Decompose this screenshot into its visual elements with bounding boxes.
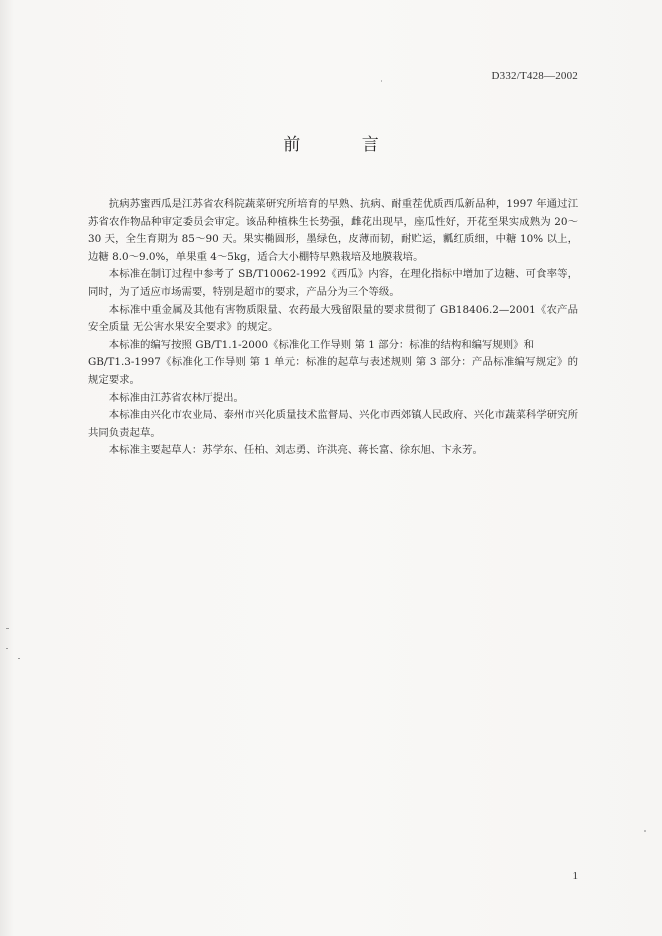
scan-speck (6, 648, 8, 649)
page-title: 前 言 (283, 135, 407, 155)
paragraph-proposer: 本标准由江苏省农林厅提出。 (108, 391, 244, 404)
scan-speck (381, 80, 382, 82)
paragraph-reference-standard: 本标准在制订过程中参考了 SB/T10062-1992《西瓜》内容，在理化指标中增加了边糖、可食率等，同时，为了适应市场需要，特别是超市的要求，产品分为三个等级。 (88, 268, 578, 298)
document-code: D332/T428—2002 (491, 70, 578, 82)
foreword-body (88, 196, 578, 460)
paragraph-main-drafters: 本标准主要起草人：苏学东、任柏、刘志勇、许洪亮、蒋长富、徐东旭、卞永芳。 (108, 444, 483, 457)
scan-speck (18, 658, 20, 659)
scan-speck (6, 628, 9, 629)
page-number: 1 (572, 870, 578, 882)
scan-speck (644, 830, 646, 832)
paragraph-variety-description: 抗病苏蜜西瓜是江苏省农科院蔬菜研究所培育的早熟、抗病、耐重茬优质西瓜新品种，1997 年通过江苏省农作物品种审定委员会审定。该品种植株生长势强，雌花出现早，座瓜性好，开花至果实成熟为 20～30 天，全生育期为 85～90 天。果实椭圆形，墨绿色，皮薄而韧，耐贮运，瓤红质细，中糖 10% 以上，边糖 8.0～9.0%，单果重 4～5kg，适合大小棚特早熟栽培及地膜栽培。 (88, 198, 578, 263)
paragraph-drafting-organizations: 本标准由兴化市农业局、泰州市兴化质量技术监督局、兴化市西郊镇人民政府、兴化市蔬菜科学研究所共同负责起草。 (88, 409, 578, 439)
paragraph-safety-requirements: 本标准中重金属及其他有害物质限量、农药最大残留限量的要求贯彻了 GB18406.2—2001《农产品安全质量 无公害水果安全要求》的规定。 (88, 303, 578, 334)
paragraph-drafting-rules: 本标准的编写按照 GB/T1.1-2000《标准化工作导则 第 1 部分：标准的结构和编写规则》和 (108, 338, 534, 351)
paragraph-drafting-rules-continued: GB/T1.3-1997《标准化工作导则 第 1 单元：标准的起草与表述规则 第 3 部分：产品标准编写规定》的规定要求。 (88, 356, 578, 386)
